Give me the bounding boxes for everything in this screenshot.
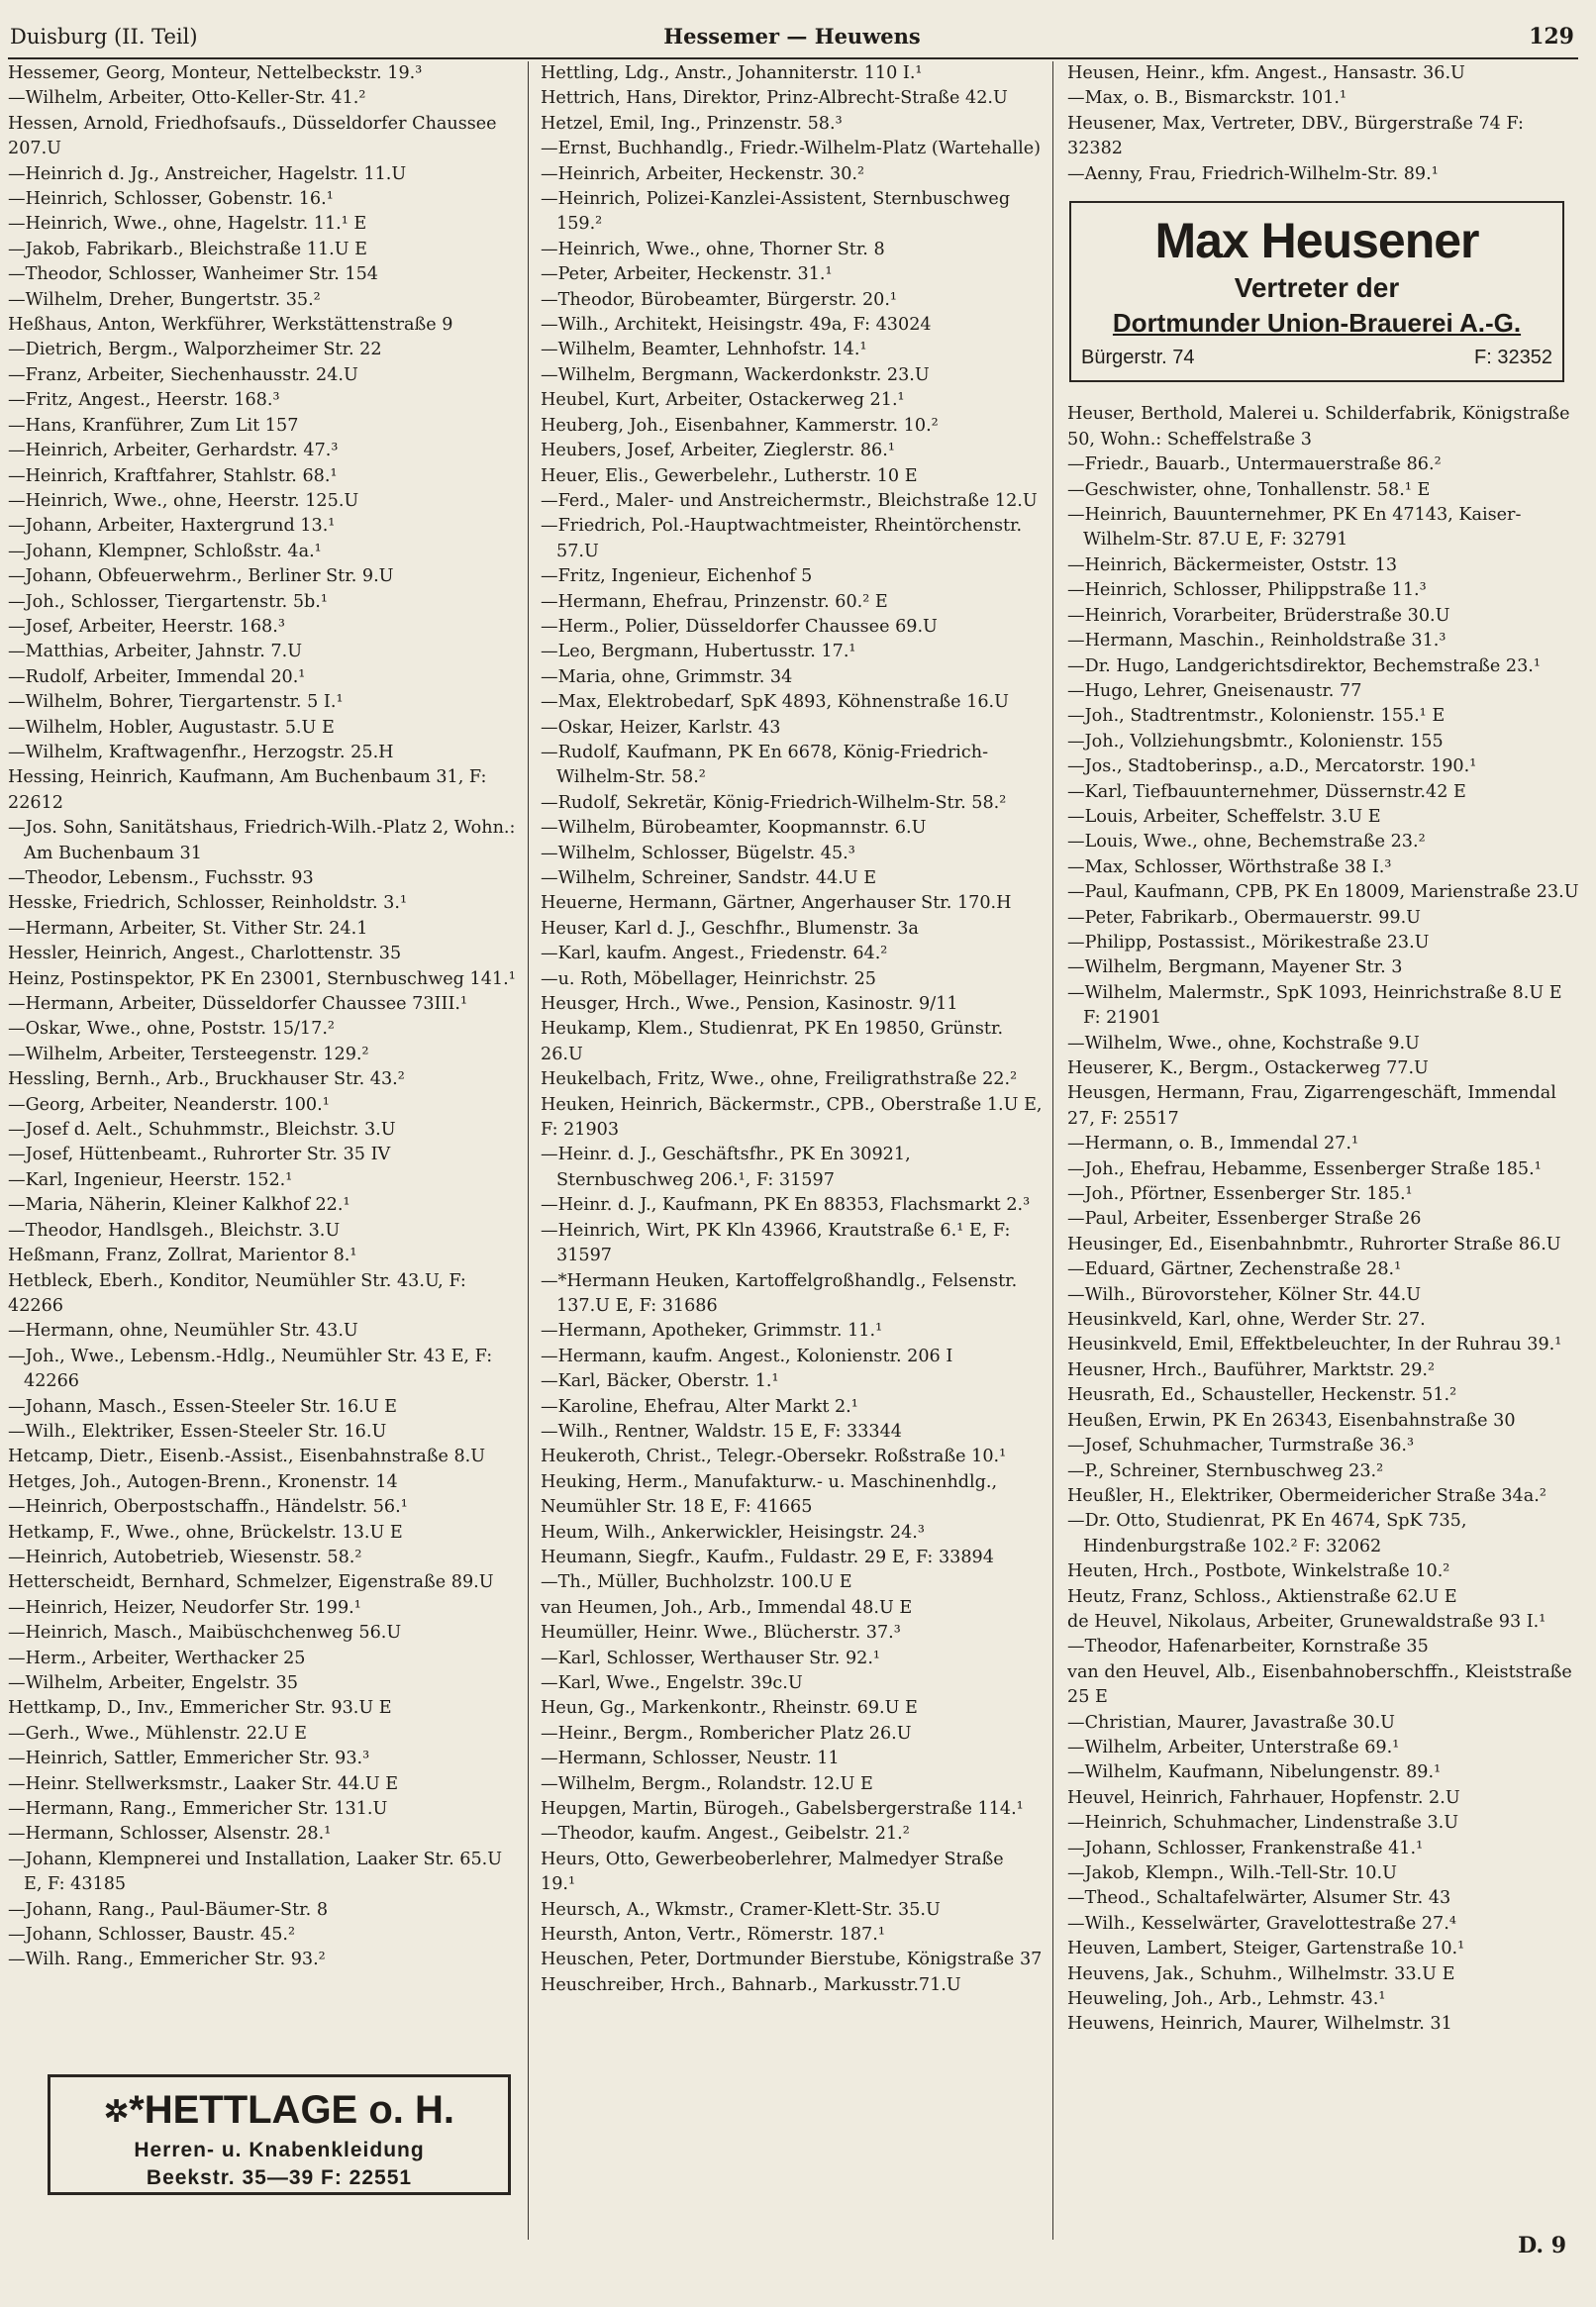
directory-entry: — Johann, Klempner, Schloßstr. 4a.¹: [8, 540, 525, 564]
directory-entry: — Karoline, Ehefrau, Alter Markt 2.¹: [541, 1395, 1044, 1420]
directory-entry: Hettkamp, D., Inv., Emmericher Str. 93.U E: [8, 1698, 392, 1719]
directory-entry: — Hermann, Arbeiter, St. Vither Str. 24.1: [8, 917, 525, 942]
directory-entry: Hetges, Joh., Autogen-Brenn., Kronenstr. 14: [8, 1471, 398, 1492]
directory-entry: Hetcamp, Dietr., Eisenb.-Assist., Eisenbahnstraße 8.U: [8, 1447, 486, 1467]
directory-entry: Heusgen, Hermann, Frau, Zigarrengeschäft, Immendal 27, F: 25517: [1067, 1083, 1556, 1129]
directory-entry: — Hermann, Maschin., Reinholdstraße 31.³: [1067, 629, 1580, 653]
directory-entry: — Josef, Schuhmacher, Turmstraße 36.³: [1067, 1434, 1580, 1458]
directory-entry: — Wilhelm, Bergmann, Wackerdonkstr. 23.U: [541, 363, 1044, 388]
directory-entry: — Johann, Schlosser, Baustr. 45.²: [8, 1923, 525, 1948]
directory-entry: — Heinrich, Arbeiter, Gerhardstr. 47.³: [8, 439, 525, 463]
directory-entry: — Joh., Pförtner, Essenberger Str. 185.¹: [1067, 1182, 1580, 1207]
directory-entry: Hessling, Bernh., Arb., Bruckhauser Str. 43.²: [8, 1069, 405, 1090]
directory-entry: Hetbleck, Eberh., Konditor, Neumühler Str. 43.U, F: 42266: [8, 1270, 466, 1316]
directory-entry: — Theodor, Lebensm., Fuchsstr. 93: [8, 866, 525, 891]
gear-icon: ✲: [103, 2095, 130, 2129]
directory-entry: Heusger, Hrch., Wwe., Pension, Kasinostr. 9/11: [541, 994, 958, 1015]
directory-entry: Heuerne, Hermann, Gärtner, Angerhauser Str. 170.H: [541, 893, 1012, 914]
column-divider-1: [528, 61, 529, 2240]
directory-entry: Heusen, Heinr., kfm. Angest., Hansastr. 36.U: [1067, 63, 1465, 83]
directory-entry: — Wilhelm, Kaufmann, Nibelungenstr. 89.¹: [1067, 1760, 1580, 1785]
directory-entry: — Philipp, Postassist., Mörikestraße 23.U: [1067, 931, 1580, 955]
directory-entry: — Rudolf, Sekretär, König-Friedrich-Wilhelm-Str. 58.²: [541, 791, 1044, 816]
directory-entry: Heuberg, Joh., Eisenbahner, Kammerstr. 10.²: [541, 415, 939, 436]
directory-entry: — Johann, Schlosser, Frankenstraße 41.¹: [1067, 1837, 1580, 1861]
directory-entry: Heusrath, Ed., Schausteller, Heckenstr. 51.²: [1067, 1385, 1457, 1406]
directory-entry: — Wilhelm, Hobler, Augustastr. 5.U E: [8, 716, 525, 741]
advert-hettlage-tagline: Herren- u. Knabenkleidung: [134, 2139, 425, 2162]
header-name-range: Hessemer — Heuwens: [663, 24, 921, 49]
directory-entry: — Theodor, Bürobeamter, Bürgerstr. 20.¹: [541, 288, 1044, 313]
directory-entry: — Karl, Wwe., Engelstr. 39c.U: [541, 1671, 1044, 1696]
directory-entry: Heuer, Elis., Gewerbelehr., Lutherstr. 10 E: [541, 465, 918, 486]
directory-entry: — Geschwister, ohne, Tonhallenstr. 58.¹ E: [1067, 478, 1580, 503]
directory-entry: — Dr. Otto, Studienrat, PK En 4674, SpK 735, Hindenburgstraße 102.² F: 32062: [1067, 1509, 1580, 1559]
directory-entry: — Jos. Sohn, Sanitätshaus, Friedrich-Wilh.-Platz 2, Wohn.: Am Buchenbaum 31: [8, 816, 525, 866]
directory-entry: van den Heuvel, Alb., Eisenbahnoberschffn., Kleiststraße 25 E: [1067, 1661, 1572, 1708]
directory-entry: — Heinrich d. Jg., Anstreicher, Hagelstr. 11.U: [8, 162, 525, 187]
directory-entry: — Johann, Arbeiter, Haxtergrund 13.¹: [8, 514, 525, 539]
directory-entry: — Christian, Maurer, Javastraße 30.U: [1067, 1711, 1580, 1736]
directory-entry: Hessemer, Georg, Monteur, Nettelbeckstr. 19.³: [8, 63, 423, 83]
advert-footer: [1077, 346, 1556, 370]
directory-entry: — Ernst, Buchhandlg., Friedr.-Wilhelm-Platz (Wartehalle): [541, 137, 1044, 161]
directory-entry: Heuvel, Heinrich, Fahrhauer, Hopfenstr. 2.U: [1067, 1787, 1460, 1808]
directory-entry: — Heinrich, Arbeiter, Heckenstr. 30.²: [541, 162, 1044, 187]
directory-entry: — Hermann, Arbeiter, Düsseldorfer Chaussee 73III.¹: [8, 992, 525, 1017]
directory-entry: — Joh., Schlosser, Tiergartenstr. 5b.¹: [8, 590, 525, 615]
directory-entry: — Theodor, kaufm. Angest., Geibelstr. 21.²: [541, 1822, 1044, 1847]
directory-entry: — Leo, Bergmann, Hubertusstr. 17.¹: [541, 640, 1044, 664]
directory-entry: Heußen, Erwin, PK En 26343, Eisenbahnstraße 30: [1067, 1410, 1516, 1431]
directory-entry: — Heinrich, Schlosser, Gobenstr. 16.¹: [8, 187, 525, 212]
directory-entry: — Wilhelm, Arbeiter, Engelstr. 35: [8, 1671, 525, 1696]
directory-entry: — Karl, Schlosser, Werthauser Str. 92.¹: [541, 1647, 1044, 1671]
advert-phone: F: 32352: [1474, 347, 1552, 369]
directory-entry: — Johann, Obfeuerwehrm., Berliner Str. 9.U: [8, 564, 525, 589]
directory-entry: — Hermann, ohne, Neumühler Str. 43.U: [8, 1319, 525, 1344]
advert-address: Bürgerstr. 74: [1081, 347, 1195, 369]
directory-entry: — Louis, Arbeiter, Scheffelstr. 3.U E: [1067, 805, 1580, 830]
directory-entry: Heupgen, Martin, Bürogeh., Gabelsbergerstraße 114.¹: [541, 1799, 1024, 1820]
directory-entry: — Heinrich, Bäckermeister, Oststr. 13: [1067, 553, 1580, 578]
directory-entry: — Rudolf, Arbeiter, Immendal 20.¹: [8, 665, 525, 690]
directory-entry: Heukelbach, Fritz, Wwe., ohne, Freiligrathstraße 22.²: [541, 1069, 1018, 1090]
header-rule: [8, 57, 1578, 59]
column-2: [541, 61, 1044, 2250]
directory-entry: — Johann, Masch., Essen-Steeler Str. 16.U E: [8, 1395, 525, 1420]
directory-entry: Hetterscheidt, Bernhard, Schmelzer, Eigenstraße 89.U: [8, 1572, 494, 1593]
directory-entry: — Heinr., Bergm., Rombericher Platz 26.U: [541, 1722, 1044, 1747]
directory-entry: — Wilhelm, Bohrer, Tiergartenstr. 5 I.¹: [8, 690, 525, 715]
directory-entry: — Hermann, Schlosser, Neustr. 11: [541, 1747, 1044, 1771]
directory-entry: — u. Roth, Möbellager, Heinrichstr. 25: [541, 967, 1044, 992]
directory-entry: — Hermann, Rang., Emmericher Str. 131.U: [8, 1797, 525, 1822]
directory-entry: — Heinrich, Autobetrieb, Wiesenstr. 58.²: [8, 1546, 525, 1570]
directory-entry: — Maria, ohne, Grimmstr. 34: [541, 665, 1044, 690]
directory-entry: — Wilh. Rang., Emmericher Str. 93.²: [8, 1948, 525, 1972]
directory-entry: — Paul, Arbeiter, Essenberger Straße 26: [1067, 1207, 1580, 1232]
directory-entry: Heursth, Anton, Vertr., Römerstr. 187.¹: [541, 1925, 885, 1946]
directory-entry: Heuser, Karl d. J., Geschfhr., Blumenstr. 3a: [541, 918, 919, 939]
directory-entry: — Hans, Kranführer, Zum Lit 157: [8, 414, 525, 439]
directory-entry: — Wilhelm, Malermstr., SpK 1093, Heinrichstraße 8.U E F: 21901: [1067, 981, 1580, 1032]
directory-entry: — Wilh., Bürovorsteher, Kölner Str. 44.U: [1067, 1283, 1580, 1308]
directory-entry: Heusinkveld, Karl, ohne, Werder Str. 27.: [1067, 1310, 1426, 1331]
directory-entry: van Heumen, Joh., Arb., Immendal 48.U E: [541, 1597, 913, 1618]
directory-entry: — Heinrich, Masch., Maibüschchenweg 56.U: [8, 1621, 525, 1646]
directory-entry: Heumann, Siegfr., Kaufm., Fuldastr. 29 E, F: 33894: [541, 1547, 994, 1567]
directory-entry: — Wilhelm, Kraftwagenfhr., Herzogstr. 25.H: [8, 741, 525, 765]
directory-entry: — Wilhelm, Arbeiter, Otto-Keller-Str. 41.²: [8, 86, 525, 111]
directory-entry: — Karl, Bäcker, Oberstr. 1.¹: [541, 1369, 1044, 1394]
advert-hettlage-address: Beekstr. 35—39 F: 22551: [146, 2166, 413, 2190]
directory-entry: — Johann, Klempnerei und Installation, Laaker Str. 65.U E, F: 43185: [8, 1848, 525, 1898]
directory-entry: — P., Schreiner, Sternbuschweg 23.²: [1067, 1459, 1580, 1484]
column-divider-2: [1052, 61, 1053, 2240]
directory-entry: Heum, Wilh., Ankerwickler, Heisingstr. 24.³: [541, 1522, 925, 1543]
directory-entry: — Heinrich, Wwe., ohne, Thorner Str. 8: [541, 238, 1044, 262]
directory-entry: — Theod., Schaltafelwärter, Alsumer Str. 43: [1067, 1886, 1580, 1911]
directory-entry: — Georg, Arbeiter, Neanderstr. 100.¹: [8, 1093, 525, 1118]
directory-entry: Heuser, Berthold, Malerei u. Schilderfabrik, Königstraße 50, Wohn.: Scheffelstraße 3: [1067, 404, 1570, 450]
directory-entry: Heuschen, Peter, Dortmunder Bierstube, Königstraße 37: [541, 1950, 1043, 1970]
directory-entry: — Hermann, Schlosser, Alsenstr. 28.¹: [8, 1822, 525, 1847]
advert-hettlage-name: *HETTLAGE o. H.: [129, 2088, 455, 2132]
directory-entry: — *Hermann Heuken, Kartoffelgroßhandlg., Felsenstr. 137.U E, F: 31686: [541, 1269, 1044, 1320]
directory-entry: Heuken, Heinrich, Bäckermstr., CPB., Oberstraße 1.U E, F: 21903: [541, 1094, 1043, 1141]
directory-entry: Heubel, Kurt, Arbeiter, Ostackerweg 21.¹: [541, 390, 905, 411]
directory-entry: — Oskar, Wwe., ohne, Poststr. 15/17.²: [8, 1017, 525, 1042]
directory-entry: — Hermann, kaufm. Angest., Kolonienstr. 206 I: [541, 1345, 1044, 1369]
directory-entry: — Heinrich, Wirt, PK Kln 43966, Krautstraße 6.¹ E, F: 31597: [541, 1219, 1044, 1269]
directory-entry: — Hermann, Ehefrau, Prinzenstr. 60.² E: [541, 590, 1044, 615]
directory-entry: — Joh., Ehefrau, Hebamme, Essenberger Straße 185.¹: [1067, 1157, 1580, 1182]
directory-entry: Heinz, Postinspektor, PK En 23001, Sternbuschweg 141.¹: [8, 968, 516, 989]
directory-entry: — Karl, Ingenieur, Heerstr. 152.¹: [8, 1168, 525, 1193]
directory-entry: Heusinger, Ed., Eisenbahnbmtr., Ruhrorter Straße 86.U: [1067, 1234, 1561, 1254]
directory-entry: Hetkamp, F., Wwe., ohne, Brückelstr. 13.U E: [8, 1522, 403, 1543]
directory-entry: — Wilhelm, Schreiner, Sandstr. 44.U E: [541, 866, 1044, 891]
directory-entry: Heuking, Herm., Manufakturw.- u. Maschinenhdlg., Neumühler Str. 18 E, F: 41665: [541, 1471, 998, 1518]
column-1: [8, 61, 525, 2205]
directory-entry: — Joh., Stadtrentmstr., Kolonienstr. 155.¹ E: [1067, 704, 1580, 729]
column-3: [1067, 61, 1580, 2250]
directory-entry: — Louis, Wwe., ohne, Bechemstraße 23.²: [1067, 830, 1580, 854]
directory-entry: Heusener, Max, Vertreter, DBV., Bürgerstraße 74 F: 32382: [1067, 113, 1524, 159]
directory-entry: — Heinr. d. J., Geschäftsfhr., PK En 30921, Sternbuschweg 206.¹, F: 31597: [541, 1143, 1044, 1193]
directory-entry: — Johann, Rang., Paul-Bäumer-Str. 8: [8, 1898, 525, 1923]
directory-entry: Heßhaus, Anton, Werkführer, Werkstättenstraße 9: [8, 315, 453, 336]
directory-entry: — Max, Elektrobedarf, SpK 4893, Köhnenstraße 16.U: [541, 690, 1044, 715]
directory-entry: — Peter, Arbeiter, Heckenstr. 31.¹: [541, 262, 1044, 287]
directory-entry: — Wilh., Kesselwärter, Gravelottestraße 27.⁴: [1067, 1912, 1580, 1937]
directory-entry: — Heinrich, Wwe., ohne, Heerstr. 125.U: [8, 489, 525, 514]
directory-entry: — Jos., Stadtoberinsp., a.D., Mercatorstr. 190.¹: [1067, 754, 1580, 779]
directory-entry: — Dietrich, Bergm., Walporzheimer Str. 22: [8, 338, 525, 362]
column-3-top: [1067, 61, 1580, 187]
directory-entry: — Heinrich, Schuhmacher, Lindenstraße 3.U: [1067, 1811, 1580, 1836]
directory-entry: — Maria, Näherin, Kleiner Kalkhof 22.¹: [8, 1193, 525, 1218]
directory-entry: — Matthias, Arbeiter, Jahnstr. 7.U: [8, 640, 525, 664]
directory-entry: — Peter, Fabrikarb., Obermauerstr. 99.U: [1067, 906, 1580, 931]
directory-entry: — Wilhelm, Schlosser, Bügelstr. 45.³: [541, 842, 1044, 866]
directory-entry: Heuvens, Jak., Schuhm., Wilhelmstr. 33.U E: [1067, 1963, 1455, 1984]
directory-entry: — Wilhelm, Bürobeamter, Koopmannstr. 6.U: [541, 816, 1044, 841]
directory-entry: — Wilh., Rentner, Waldstr. 15 E, F: 33344: [541, 1420, 1044, 1445]
advert-company: Dortmunder Union-Brauerei A.-G.: [1112, 308, 1522, 339]
directory-entry: — Wilhelm, Arbeiter, Unterstraße 69.¹: [1067, 1736, 1580, 1760]
directory-entry: Heuschreiber, Hrch., Bahnarb., Markusstr.71.U: [541, 1974, 961, 1995]
directory-entry: Heusner, Hrch., Bauführer, Marktstr. 29.²: [1067, 1359, 1436, 1380]
directory-entry: Heukamp, Klem., Studienrat, PK En 19850, Grünstr. 26.U: [541, 1019, 1004, 1064]
directory-entry: — Oskar, Heizer, Karlstr. 43: [541, 716, 1044, 741]
directory-entry: — Hermann, o. B., Immendal 27.¹: [1067, 1132, 1580, 1156]
directory-entry: — Paul, Kaufmann, CPB, PK En 18009, Marienstraße 23.U: [1067, 880, 1580, 905]
directory-entry: Hettling, Ldg., Anstr., Johanniterstr. 110 I.¹: [541, 63, 923, 83]
directory-entry: Heuserer, K., Bergm., Ostackerweg 77.U: [1067, 1058, 1429, 1078]
directory-entry: — Heinrich, Vorarbeiter, Brüderstraße 30.U: [1067, 604, 1580, 629]
directory-entry: Heßmann, Franz, Zollrat, Marientor 8.¹: [8, 1246, 357, 1266]
directory-entry: — Wilhelm, Bergm., Rolandstr. 12.U E: [541, 1772, 1044, 1797]
directory-entry: — Josef, Arbeiter, Heerstr. 168.³: [8, 615, 525, 640]
directory-entry: — Heinrich, Sattler, Emmericher Str. 93.³: [8, 1747, 525, 1771]
directory-entry: Heusinkveld, Emil, Effektbeleuchter, In der Ruhrau 39.¹: [1067, 1335, 1562, 1355]
directory-entry: — Dr. Hugo, Landgerichtsdirektor, Bechemstraße 23.¹: [1067, 654, 1580, 679]
directory-entry: — Wilh., Elektriker, Essen-Steeler Str. 16.U: [8, 1420, 525, 1445]
directory-entry: Heursch, A., Wkmstr., Cramer-Klett-Str. 35.U: [541, 1899, 941, 1920]
directory-entry: — Max, Schlosser, Wörthstraße 38 I.³: [1067, 855, 1580, 880]
column-3-bottom: [1067, 402, 1580, 2037]
directory-entry: — Joh., Wwe., Lebensm.-Hdlg., Neumühler Str. 43 E, F: 42266: [8, 1345, 525, 1395]
directory-entry: — Wilh., Architekt, Heisingstr. 49a, F: 43024: [541, 313, 1044, 338]
directory-entry: — Wilhelm, Beamter, Lehnhofstr. 14.¹: [541, 338, 1044, 362]
directory-entry: — Gerh., Wwe., Mühlenstr. 22.U E: [8, 1722, 525, 1747]
directory-entry: de Heuvel, Nikolaus, Arbeiter, Grunewaldstraße 93 I.¹: [1067, 1611, 1546, 1632]
directory-entry: Heuten, Hrch., Postbote, Winkelstraße 10.²: [1067, 1561, 1450, 1582]
directory-entry: Hessler, Heinrich, Angest., Charlottenstr. 35: [8, 944, 402, 964]
directory-entry: — Ferd., Maler- und Anstreichermstr., Bleichstraße 12.U: [541, 489, 1044, 514]
directory-entry: — Herm., Arbeiter, Werthacker 25: [8, 1647, 525, 1671]
directory-entry: Heuven, Lambert, Steiger, Gartenstraße 10.¹: [1067, 1939, 1465, 1959]
directory-entry: — Joh., Vollziehungsbmtr., Kolonienstr. 155: [1067, 730, 1580, 754]
directory-entry: — Josef, Hüttenbeamt., Ruhrorter Str. 35 IV: [8, 1143, 525, 1167]
directory-entry: — Heinrich, Wwe., ohne, Hagelstr. 11.¹ E: [8, 212, 525, 237]
directory-entry: — Friedr., Bauarb., Untermauerstraße 86.²: [1067, 452, 1580, 477]
directory-entry: Hessing, Heinrich, Kaufmann, Am Buchenbaum 31, F: 22612: [8, 767, 487, 813]
directory-entry: — Heinrich, Schlosser, Philippstraße 11.³: [1067, 578, 1580, 603]
directory-entry: — Theodor, Handlsgeh., Bleichstr. 3.U: [8, 1219, 525, 1244]
directory-entry: — Wilhelm, Wwe., ohne, Kochstraße 9.U: [1067, 1032, 1580, 1056]
directory-entry: — Aenny, Frau, Friedrich-Wilhelm-Str. 89.¹: [1067, 162, 1580, 187]
directory-entry: — Josef d. Aelt., Schuhmmstr., Bleichstr. 3.U: [8, 1118, 525, 1143]
directory-entry: — Theodor, Schlosser, Wanheimer Str. 154: [8, 262, 525, 287]
directory-entry: — Wilhelm, Bergmann, Mayener Str. 3: [1067, 955, 1580, 980]
directory-entry: Hettrich, Hans, Direktor, Prinz-Albrecht-Straße 42.U: [541, 88, 1008, 109]
directory-entry: — Th., Müller, Buchholzstr. 100.U E: [541, 1570, 1044, 1595]
signature-mark: D. 9: [1518, 2233, 1566, 2258]
directory-entry: — Theodor, Hafenarbeiter, Kornstraße 35: [1067, 1635, 1580, 1659]
directory-entry: Heumüller, Heinr. Wwe., Blücherstr. 37.³: [541, 1623, 901, 1644]
directory-entry: — Heinrich, Polizei-Kanzlei-Assistent, Sternbuschweg 159.²: [541, 187, 1044, 238]
directory-entry: — Fritz, Ingenieur, Eichenhof 5: [541, 564, 1044, 589]
directory-entry: — Friedrich, Pol.-Hauptwachtmeister, Rheintörchenstr. 57.U: [541, 514, 1044, 564]
directory-entry: Heurs, Otto, Gewerbeoberlehrer, Malmedyer Straße 19.¹: [541, 1849, 1004, 1895]
directory-entry: — Herm., Polier, Düsseldorfer Chaussee 69.U: [541, 615, 1044, 640]
directory-entry: — Jakob, Fabrikarb., Bleichstraße 11.U E: [8, 238, 525, 262]
directory-entry: Heun, Gg., Markenkontr., Rheinstr. 69.U E: [541, 1698, 918, 1719]
directory-entry: Heuweling, Joh., Arb., Lehmstr. 43.¹: [1067, 1989, 1386, 2010]
advert-hettlage: [48, 2074, 511, 2195]
directory-entry: Heutz, Franz, Schloss., Aktienstraße 62.U E: [1067, 1586, 1457, 1607]
advert-max-heusener: [1069, 201, 1564, 382]
directory-entry: — Heinrich, Heizer, Neudorfer Str. 199.¹: [8, 1596, 525, 1621]
directory-entry: — Heinrich, Kraftfahrer, Stahlstr. 68.¹: [8, 464, 525, 489]
advert-hettlage-brand: [50, 2085, 508, 2137]
page-number: 129: [1529, 24, 1574, 50]
header-city: Duisburg (II. Teil): [10, 25, 198, 49]
directory-entry: — Franz, Arbeiter, Siechenhausstr. 24.U: [8, 363, 525, 388]
directory-entry: Hesske, Friedrich, Schlosser, Reinholdstr. 3.¹: [8, 893, 408, 914]
directory-entry: Hetzel, Emil, Ing., Prinzenstr. 58.³: [541, 113, 843, 134]
directory-entry: Heukeroth, Christ., Telegr.-Obersekr. Roßstraße 10.¹: [541, 1447, 1007, 1467]
directory-entry: — Heinrich, Oberpostschaffn., Händelstr. 56.¹: [8, 1495, 525, 1520]
directory-entry: — Heinrich, Bauunternehmer, PK En 47143, Kaiser-Wilhelm-Str. 87.U E, F: 32791: [1067, 503, 1580, 553]
directory-entry: Heußler, H., Elektriker, Obermeidericher Straße 34a.²: [1067, 1485, 1546, 1506]
directory-entry: Hessen, Arnold, Friedhofsaufs., Düsseldorfer Chaussee 207.U: [8, 113, 497, 159]
directory-entry: — Hermann, Apotheker, Grimmstr. 11.¹: [541, 1319, 1044, 1344]
directory-entry: Heuwens, Heinrich, Maurer, Wilhelmstr. 31: [1067, 2014, 1452, 2035]
directory-entry: — Max, o. B., Bismarckstr. 101.¹: [1067, 86, 1580, 111]
directory-entry: — Hugo, Lehrer, Gneisenaustr. 77: [1067, 679, 1580, 704]
directory-entry: — Jakob, Klempn., Wilh.-Tell-Str. 10.U: [1067, 1861, 1580, 1886]
directory-entry: — Fritz, Angest., Heerstr. 168.³: [8, 388, 525, 413]
directory-entry: — Eduard, Gärtner, Zechenstraße 28.¹: [1067, 1257, 1580, 1282]
directory-entry: — Wilhelm, Dreher, Bungertstr. 35.²: [8, 288, 525, 313]
directory-entry: Heubers, Josef, Arbeiter, Zieglerstr. 86.¹: [541, 441, 895, 461]
directory-entry: — Karl, Tiefbauunternehmer, Düssernstr.42 E: [1067, 780, 1580, 805]
directory-entry: — Heinr. d. J., Kaufmann, PK En 88353, Flachsmarkt 2.³: [541, 1193, 1044, 1218]
advert-tagline: Vertreter der: [1234, 272, 1400, 304]
directory-entry: — Wilhelm, Arbeiter, Tersteegenstr. 129.²: [8, 1043, 525, 1067]
directory-entry: — Karl, kaufm. Angest., Friedenstr. 64.²: [541, 942, 1044, 966]
advert-name: Max Heusener: [1154, 213, 1479, 269]
directory-entry: — Rudolf, Kaufmann, PK En 6678, König-Friedrich-Wilhelm-Str. 58.²: [541, 741, 1044, 791]
directory-entry: — Heinr. Stellwerksmstr., Laaker Str. 44.U E: [8, 1772, 525, 1797]
